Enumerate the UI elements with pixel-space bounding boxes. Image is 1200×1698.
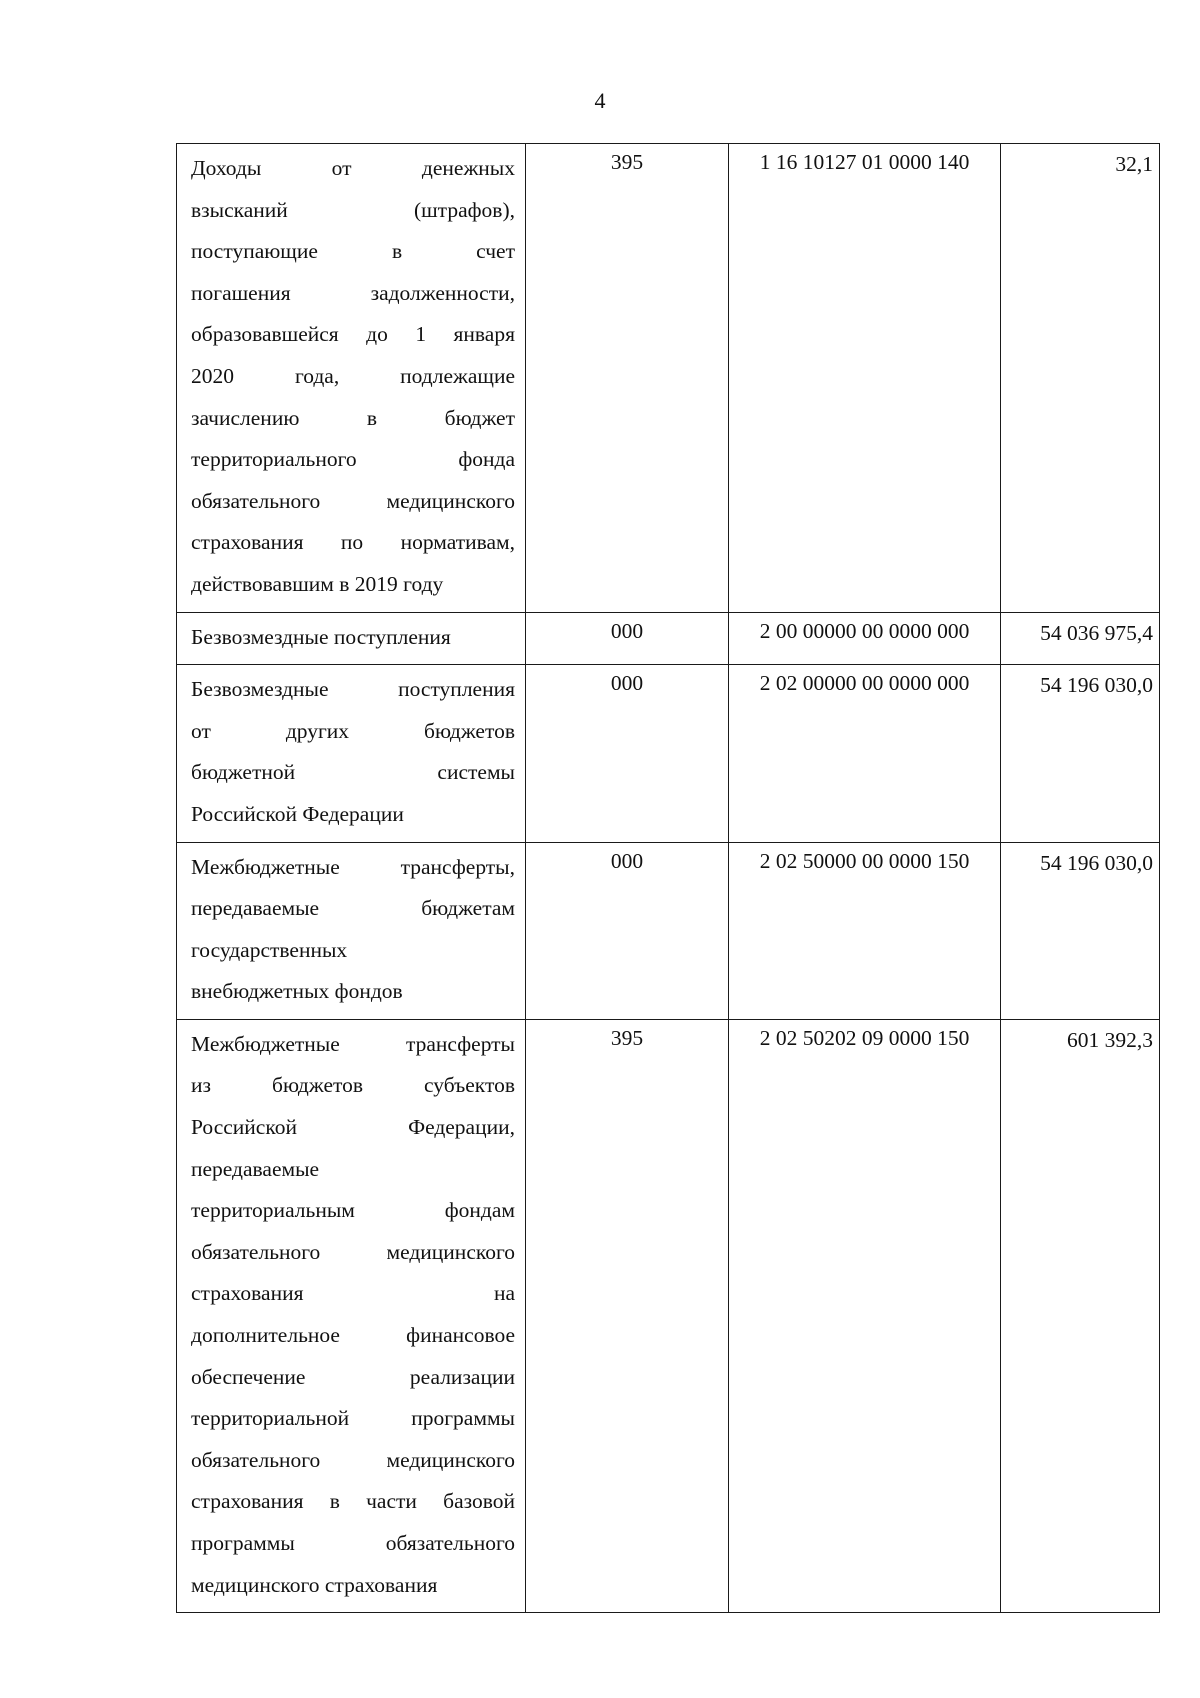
table-body bbox=[177, 144, 1160, 1613]
description-line: страхования по нормативам, bbox=[191, 530, 515, 555]
description-line: зачислению в бюджет bbox=[191, 405, 515, 430]
description-line: Безвозмездные поступления bbox=[191, 677, 515, 702]
description-line: территориальной программы bbox=[191, 1406, 515, 1431]
amount-cell: 54 196 030,0 bbox=[1001, 665, 1160, 842]
description-line: обеспечение реализации bbox=[191, 1364, 515, 1389]
description-line: Межбюджетные трансферты bbox=[191, 1031, 515, 1056]
table-row bbox=[177, 612, 1160, 665]
description-line: Безвозмездные поступления bbox=[191, 624, 451, 649]
table-row bbox=[177, 144, 1160, 613]
description-line: обязательного медицинского bbox=[191, 1447, 515, 1472]
description-line: из бюджетов субъектов bbox=[191, 1073, 515, 1098]
budget-code-cell: 2 00 00000 00 0000 000 bbox=[729, 612, 1001, 665]
admin-code-cell: 000 bbox=[526, 842, 729, 1019]
amount-cell: 601 392,3 bbox=[1001, 1019, 1160, 1612]
description-line: страхования в части базовой bbox=[191, 1489, 515, 1514]
table-row bbox=[177, 1019, 1160, 1612]
description-line: Российской Федерации bbox=[191, 801, 404, 826]
admin-code-cell: 395 bbox=[526, 1019, 729, 1612]
budget-code-cell: 2 02 00000 00 0000 000 bbox=[729, 665, 1001, 842]
description-line: медицинского страхования bbox=[191, 1572, 438, 1597]
page-number: 4 bbox=[594, 88, 606, 113]
description-line: действовавшим в 2019 году bbox=[191, 571, 444, 596]
description-line: внебюджетных фондов bbox=[191, 979, 403, 1004]
description-line: погашения задолженности, bbox=[191, 280, 515, 305]
description-line: передаваемые бюджетам bbox=[191, 896, 515, 921]
description-line: образовавшейся до 1 января bbox=[191, 322, 515, 347]
amount-cell: 54 196 030,0 bbox=[1001, 842, 1160, 1019]
description-line: программы обязательного bbox=[191, 1531, 515, 1555]
budget-code-cell: 1 16 10127 01 0000 140 bbox=[729, 144, 1001, 613]
admin-code-cell: 395 bbox=[526, 144, 729, 613]
amount-cell: 54 036 975,4 bbox=[1001, 612, 1160, 665]
description-line: страхования на bbox=[191, 1281, 515, 1306]
description-line: территориальным фондам bbox=[191, 1198, 515, 1223]
revenue-description bbox=[177, 612, 526, 665]
description-line: Российской Федерации, bbox=[191, 1115, 515, 1140]
revenue-description bbox=[177, 842, 526, 1019]
description-line: бюджетной системы bbox=[191, 760, 515, 785]
amount-cell: 32,1 bbox=[1001, 144, 1160, 613]
description-line: обязательного медицинского bbox=[191, 488, 515, 513]
description-line: обязательного медицинского bbox=[191, 1239, 515, 1264]
description-line: государственных bbox=[191, 937, 348, 962]
admin-code-cell: 000 bbox=[526, 665, 729, 842]
budget-code-cell: 2 02 50000 00 0000 150 bbox=[729, 842, 1001, 1019]
table-row bbox=[177, 842, 1160, 1019]
description-line: территориального фонда bbox=[191, 447, 515, 472]
description-line: поступающие в счет bbox=[191, 239, 515, 264]
description-line: Межбюджетные трансферты, bbox=[191, 854, 515, 879]
revenue-description bbox=[177, 144, 526, 613]
revenue-description bbox=[177, 665, 526, 842]
description-line: взысканий (штрафов), bbox=[191, 197, 515, 222]
description-line: Доходы от денежных bbox=[191, 156, 515, 180]
description-line: от других бюджетов bbox=[191, 718, 515, 743]
admin-code-cell: 000 bbox=[526, 612, 729, 665]
description-line: дополнительное финансовое bbox=[191, 1323, 515, 1348]
revenue-table bbox=[176, 143, 1160, 1613]
description-line: передаваемые bbox=[191, 1156, 320, 1181]
revenue-description bbox=[177, 1019, 526, 1612]
description-line: 2020 года, подлежащие bbox=[191, 363, 515, 388]
budget-code-cell: 2 02 50202 09 0000 150 bbox=[729, 1019, 1001, 1612]
table-row bbox=[177, 665, 1160, 842]
